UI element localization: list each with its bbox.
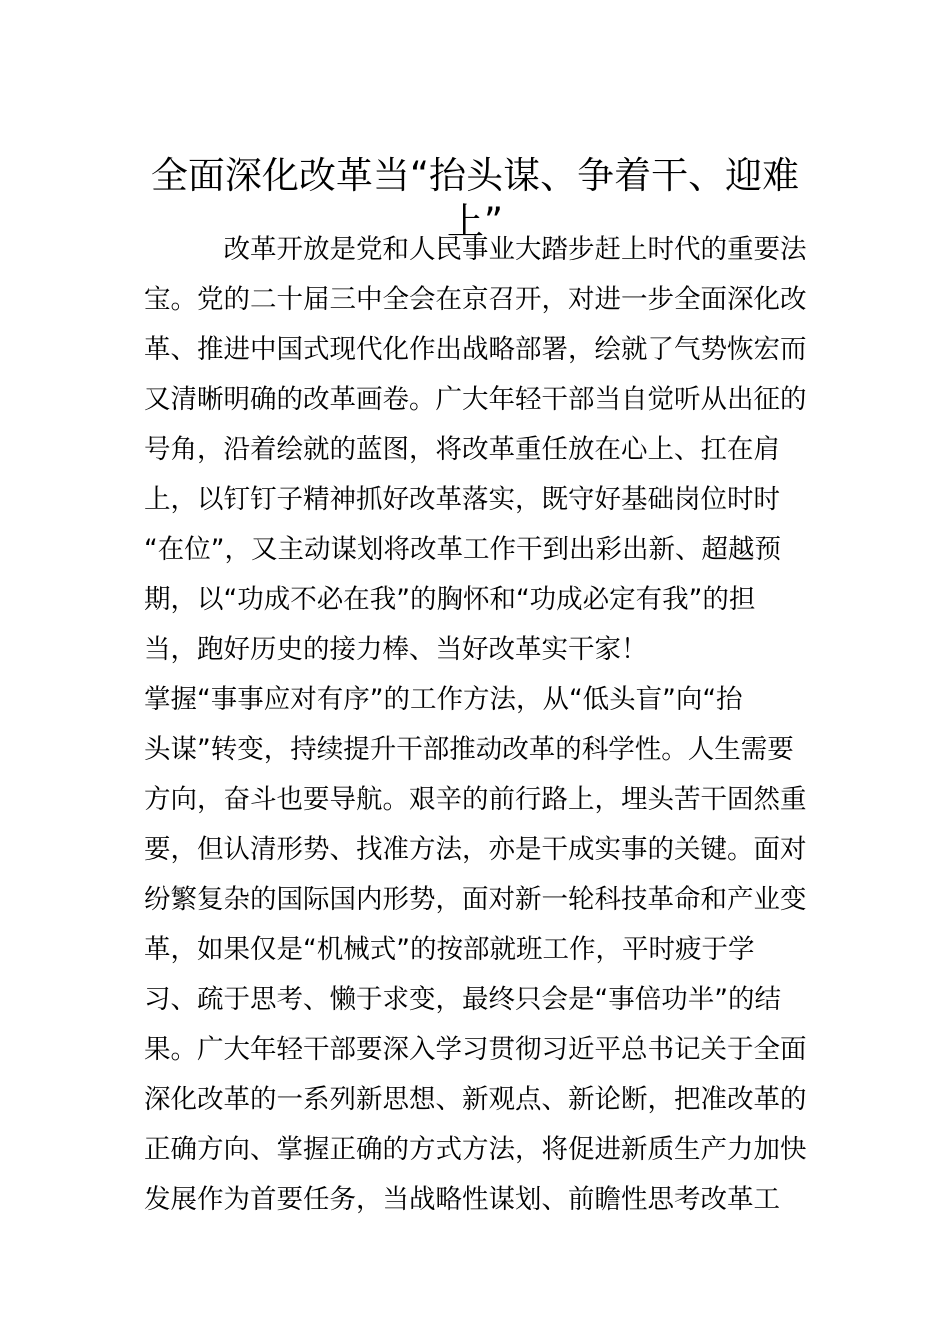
body-line: 改革开放是党和人民事业大踏步赶上时代的重要法 (144, 234, 807, 265)
body-line: 纷繁复杂的国际国内形势，面对新一轮科技革命和产业变 (144, 884, 807, 915)
body-line: 宝。党的二十届三中全会在京召开，对进一步全面深化改 (144, 284, 807, 315)
body-line: 革、推进中国式现代化作出战略部署，绘就了气势恢宏而 (144, 334, 807, 365)
body-line: “在位”，又主动谋划将改革工作干到出彩出新、超越预 (144, 534, 781, 565)
body-line: 号角，沿着绘就的蓝图，将改革重任放在心上、扛在肩 (144, 434, 780, 465)
body-line: 革，如果仅是“机械式”的按部就班工作，平时疲于学 (144, 934, 755, 965)
body-line: 果。广大年轻干部要深入学习贯彻习近平总书记关于全面 (144, 1034, 807, 1065)
body-line: 要，但认清形势、找准方法，亦是干成实事的关键。面对 (144, 834, 807, 865)
body-line: 深化改革的一系列新思想、新观点、新论断，把准改革的 (144, 1084, 807, 1115)
body-line: 发展作为首要任务，当战略性谋划、前瞻性思考改革工 (144, 1184, 780, 1215)
body-line: 正确方向、掌握正确的方式方法，将促进新质生产力加快 (144, 1134, 807, 1165)
body-line: 掌握“事事应对有序”的工作方法，从“低头盲”向“抬 (144, 684, 743, 715)
document-body (144, 225, 814, 1225)
body-line: 头谋”转变，持续提升干部推动改革的科学性。人生需要 (144, 734, 794, 765)
document-title: 全面深化改革当“抬头谋、争着干、迎难上” (150, 153, 800, 243)
body-line: 习、疏于思考、懒于求变，最终只会是“事倍功半”的结 (144, 984, 781, 1015)
body-line: 方向，奋斗也要导航。艰辛的前行路上，埋头苦干固然重 (144, 784, 807, 815)
body-line: 又清晰明确的改革画卷。广大年轻干部当自觉听从出征的 (144, 384, 807, 415)
body-line: 上，以钉钉子精神抓好改革落实，既守好基础岗位时时 (144, 484, 780, 515)
body-line: 期，以“功成不必在我”的胸怀和“功成必定有我”的担 (144, 584, 756, 615)
body-line: 当，跑好历史的接力棒、当好改革实干家！ (144, 634, 648, 665)
